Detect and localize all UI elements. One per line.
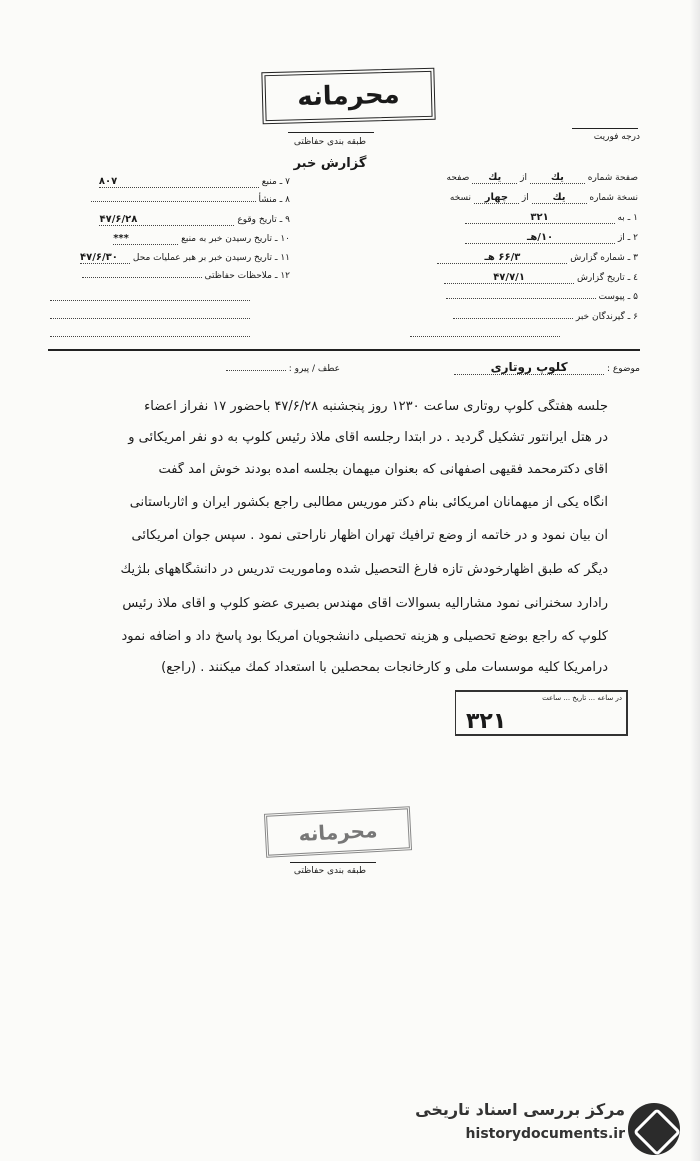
bottom-confidential-stamp [264,806,412,858]
bottom-stamp-text: محرمانه [298,817,378,847]
field-page-number: صفحة شماره يك از يك صفحه [446,172,638,183]
right-fields [395,172,638,332]
field-ops-received: ۱۱ ـ تاريخ رسيدن خبر بر هبر عمليات محل ۴۷/۶/۳۰ [80,252,290,263]
subject-value: كلوپ روتاری [454,360,604,375]
field-event-date: ۹ ـ تاريخ وقوع ۴۷/۶/۲۸ [99,214,290,225]
header-separator [48,349,640,351]
receipt-stamp [455,690,628,736]
field-from: ۲ ـ از ۱۰/هـ [395,232,638,252]
field-copy-number: نسخة شماره يك از چهار نسخه [449,192,638,203]
left-fields [50,176,290,290]
page-edge-shadow [690,0,700,1161]
urgency-label: درجه فوريت [593,132,640,142]
subject-row: موضوع : كلوپ روتاری [380,360,640,375]
body-line-7: رادارد سخنرانی نمود مشارالیه بسوالات آقای مهندس بصیری عضو كلوپ و آقای ملاذ رئیس [122,596,608,611]
field-source-received: ۱۰ ـ تاريخ رسيدن خبر به منبع *** [113,233,290,244]
right-blank-line [410,336,560,337]
body-line-6: دیگر كه طبق اظهارخودش تازه فارغ التحصیل شده ومأموریت تدریس در دانشگاههای بلژیك [120,562,608,577]
top-stamp-text: محرمانه [296,79,401,113]
attachment-row: عطف / پيرو : [220,364,340,374]
field-origin: ۸ ـ منشأ [50,195,290,214]
field-report-number: ۳ ـ شماره گزارش ۶۶/۳ هـ [395,252,638,272]
body-line-4: آنگاه یكی از میهمانان آمریكائی بنام دكتر موریس مطالبی راجع بكشور ایران و آثارباستانی [129,495,608,510]
left-blank-line-2 [50,318,250,319]
receipt-caption: در ساعه ... تاریخ ... ساعت [542,694,622,702]
classification-rule [288,132,374,133]
left-blank-line-1 [50,300,250,301]
classification-label: طبقه بندی حفاظتی [293,137,367,147]
receipt-number: ۳۲۱ [466,709,507,734]
field-recipients: ۶ ـ گيرندگان خبر [395,312,638,332]
body-line-5: آن بیان نمود و در خاتمه از وضع ترافیك تهران اظهار ناراحتی نمود . سپس جوان آمریكائی [131,528,608,543]
field-attachment: ۵ ـ پيوست [395,292,638,312]
urgency-rule [572,128,638,129]
body-line-2: در هتل ایرانتور تشكیل گردید . در ابتدا رجلسه آقای ملاذ رئیس كلوپ به دو نفر آمریكائی و [128,430,608,445]
body-line-3: آقای دكترمحمد فقیهی اصفهانی كه بعنوان میهمان بجلسه آمده بودند خوش آمد گفت [158,462,608,477]
bottom-classification-rule [290,862,376,863]
left-blank-line-3 [50,336,250,337]
body-line-8: كلوپ كه راجع بوضع تحصیلی و هزینه تحصیلی دانشجویان آمریكا بود پاسخ داد و اضافه نمود [121,629,608,644]
report-title: گزارش خبر [293,156,367,171]
org-name: مرکز بررسی اسناد تاریخی [415,1100,625,1119]
field-report-date: ٤ ـ تاريخ گزارش ۴۷/۷/۱ [395,272,638,292]
field-source: ۷ ـ منبع ۸۰۷ [98,176,290,187]
body-line-1: جلسه هفتگی كلوپ روتاری ساعت ۱۲۳۰ روز پنجشنبه ۴۷/۶/۲۸ باحضور ۱۷ نفراز اعضاء [144,399,608,414]
top-confidential-stamp [261,68,435,125]
bottom-classification-label: طبقه بندی حفاظتی [293,866,367,876]
field-to: ۱ ـ به ۳۲۱ [395,212,638,232]
body-line-9: درآمریكا كلیه موسسات ملی و كارخانجات بمحصلین با استعداد كمك میكنند . (راجع) [161,660,608,675]
field-security-notes: ۱۲ ـ ملاحظات حفاظتی [50,271,290,290]
org-website: historydocuments.ir [465,1126,625,1142]
